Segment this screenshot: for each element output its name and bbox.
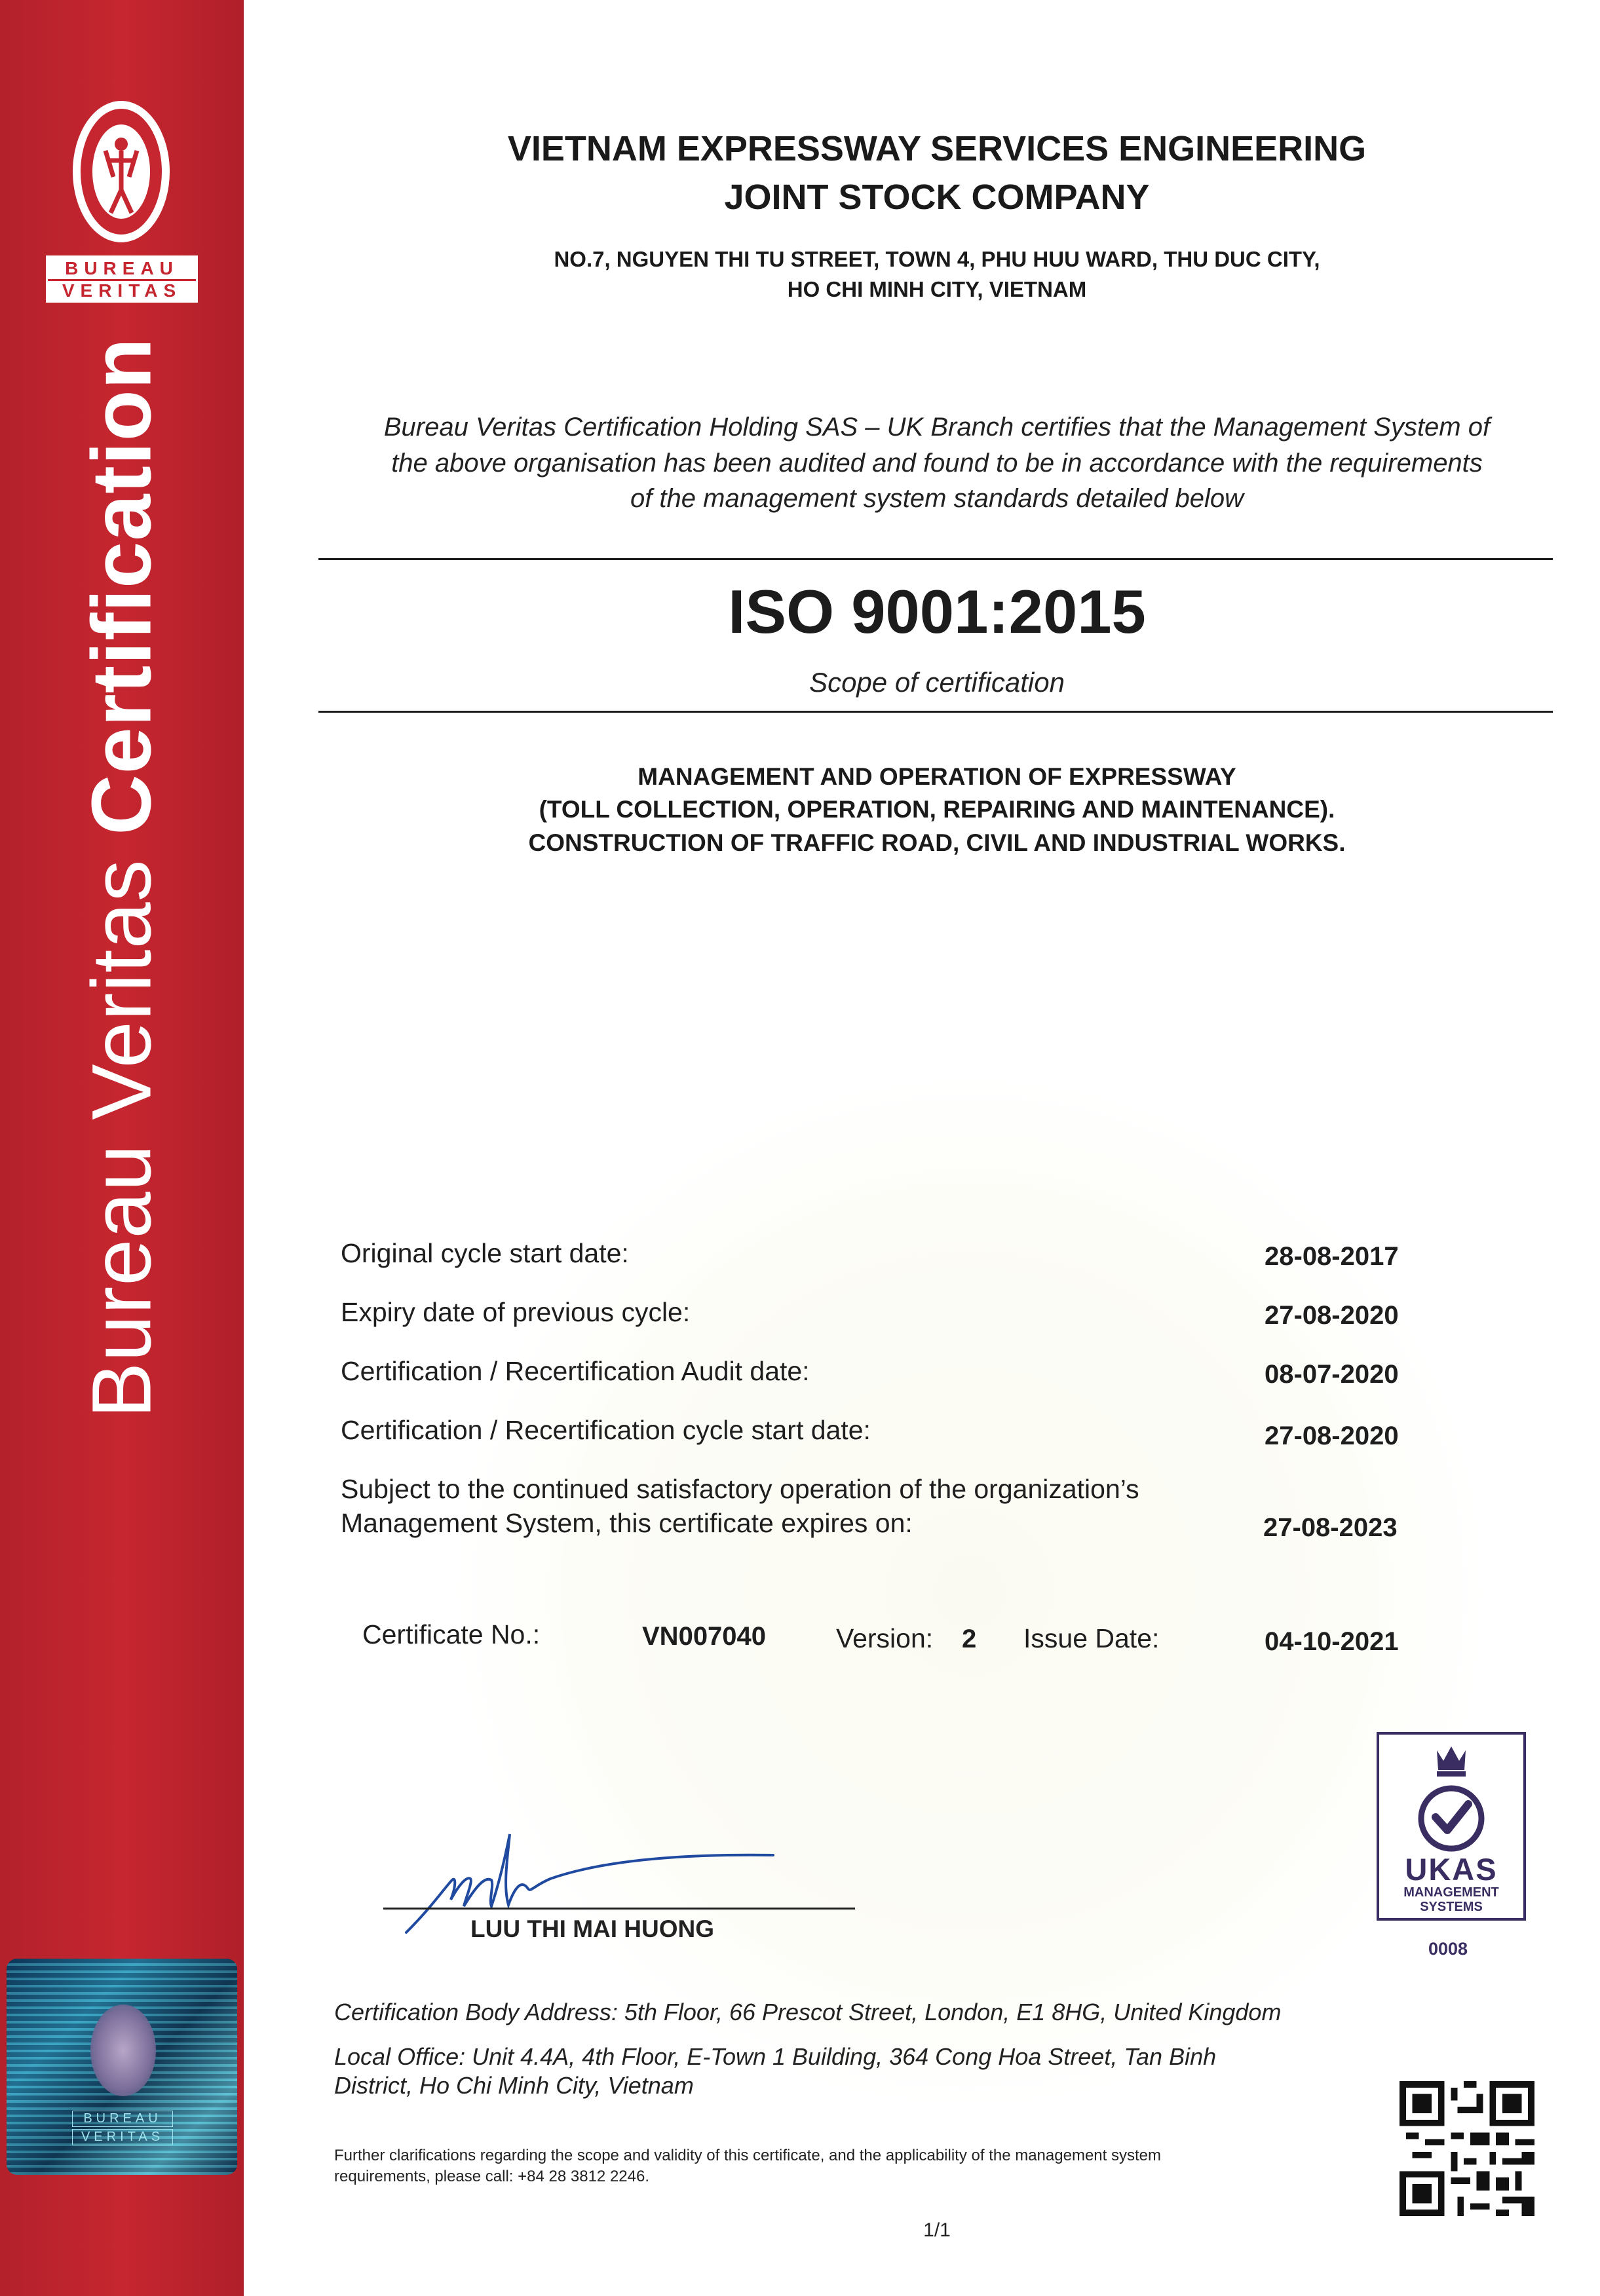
- date-value-cycle-start: 27-08-2020: [1265, 1421, 1399, 1450]
- hologram-word-2: VERITAS: [72, 2129, 173, 2145]
- standard-title: ISO 9001:2015: [728, 577, 1146, 646]
- scope-line-3: CONSTRUCTION OF TRAFFIC ROAD, CIVIL AND INDUSTRIAL WORKS.: [528, 829, 1346, 856]
- local-office-line-1: Local Office: Unit 4.4A, 4th Floor, E-Town 1 Building, 364 Cong Hoa Street, Tan Binh: [334, 2043, 1217, 2070]
- certificate-number-label: Certificate No.:: [362, 1619, 541, 1649]
- date-value-audit: 08-07-2020: [1265, 1360, 1399, 1389]
- ukas-crown-tick-icon: [1412, 1741, 1491, 1853]
- background-seal-watermark: [459, 1081, 1481, 2103]
- hologram-seal-icon: [90, 2004, 156, 2096]
- signature-line: [383, 1908, 855, 1910]
- date-value-original-start: 28-08-2017: [1265, 1242, 1399, 1271]
- clarification-note-line-2: requirements, please call: +84 28 3812 2246.: [334, 2168, 649, 2185]
- ukas-accreditation-mark: [1377, 1732, 1526, 1921]
- certificate-number: VN007040: [642, 1622, 767, 1651]
- certification-statement-line-1: Bureau Veritas Certification Holding SAS – UK Branch certifies that the Management System of: [383, 413, 1491, 442]
- expiry-label-line-2: Management System, this certificate expires on:: [341, 1508, 913, 1538]
- date-value-previous-expiry: 27-08-2020: [1265, 1301, 1399, 1330]
- date-label-cycle-start: Certification / Recertification cycle start date:: [341, 1415, 871, 1445]
- vertical-brand-light: Bureau Veritas: [75, 835, 169, 1418]
- divider-top: [318, 558, 1553, 560]
- scope-label: Scope of certification: [809, 667, 1065, 698]
- local-office-line-2: District, Ho Chi Minh City, Vietnam: [334, 2072, 694, 2099]
- issue-date-label: Issue Date:: [1023, 1623, 1160, 1653]
- date-label-original-start: Original cycle start date:: [341, 1238, 629, 1268]
- version-number: 2: [962, 1625, 977, 1653]
- vertical-brand-title: [74, 337, 170, 1418]
- ukas-sub-line-1: MANAGEMENT: [1403, 1885, 1499, 1900]
- clarification-note-line-1: Further clarifications regarding the scope and validity of this certificate, and the applicability of the management system: [334, 2147, 1161, 2164]
- company-name-line-1: VIETNAM EXPRESSWAY SERVICES ENGINEERING: [507, 129, 1367, 168]
- hologram-word-1: BUREAU: [72, 2111, 173, 2127]
- bureau-veritas-seal-icon: [70, 98, 172, 249]
- ukas-name: UKAS: [1405, 1852, 1498, 1887]
- signatory-name: LUU THI MAI HUONG: [470, 1915, 715, 1942]
- date-label-audit: Certification / Recertification Audit date:: [341, 1356, 810, 1386]
- divider-bottom: [318, 711, 1553, 713]
- logo-wordmark: BUREAU VERITAS: [46, 255, 198, 303]
- security-hologram: [7, 1959, 237, 2175]
- date-label-previous-expiry: Expiry date of previous cycle:: [341, 1297, 691, 1327]
- scope-line-1: MANAGEMENT AND OPERATION OF EXPRESSWAY: [638, 763, 1236, 790]
- scope-line-2: (TOLL COLLECTION, OPERATION, REPAIRING AND MAINTENANCE).: [539, 796, 1335, 823]
- ukas-subtitle: [1379, 1885, 1523, 1914]
- ukas-sub-line-2: SYSTEMS: [1420, 1900, 1483, 1914]
- company-address-line-2: HO CHI MINH CITY, VIETNAM: [787, 277, 1087, 301]
- ukas-number: 0008: [1428, 1939, 1468, 1959]
- page-number: 1/1: [923, 2219, 951, 2241]
- certification-body-address: Certification Body Address: 5th Floor, 66 Prescot Street, London, E1 8HG, United Kingdom: [334, 1999, 1282, 2025]
- brand-sidebar: [0, 0, 244, 2296]
- expiry-date-value: 27-08-2023: [1263, 1513, 1398, 1542]
- version-label: Version:: [836, 1623, 934, 1653]
- certification-statement-line-2: the above organisation has been audited and found to be in accordance with the requirements: [391, 449, 1483, 478]
- expiry-label-line-1: Subject to the continued satisfactory operation of the organization’s: [341, 1474, 1139, 1504]
- qr-code-icon[interactable]: [1400, 2079, 1534, 2218]
- company-address-line-1: NO.7, NGUYEN THI TU STREET, TOWN 4, PHU HUU WARD, THU DUC CITY,: [554, 247, 1320, 271]
- vertical-brand-bold: Certification: [75, 337, 169, 835]
- company-name-line-2: JOINT STOCK COMPANY: [724, 178, 1150, 217]
- certification-statement-line-3: of the management system standards detailed below: [630, 484, 1244, 513]
- issue-date-value: 04-10-2021: [1265, 1627, 1399, 1656]
